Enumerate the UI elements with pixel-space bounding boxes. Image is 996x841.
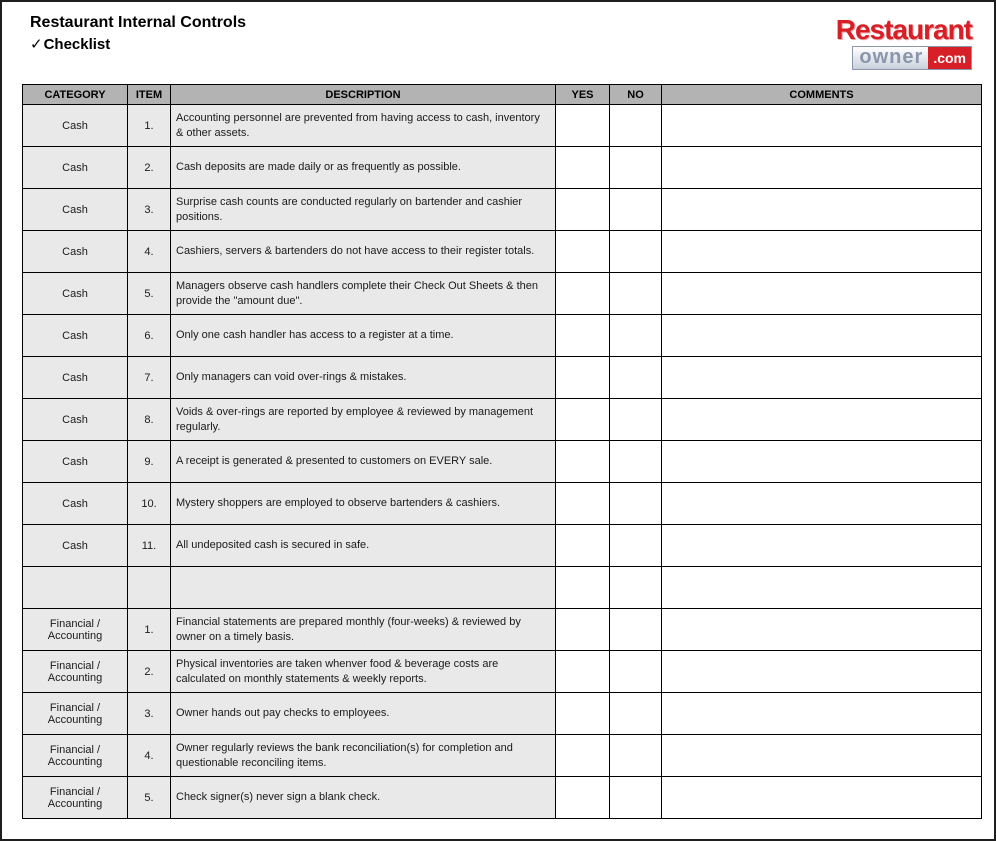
description-cell bbox=[171, 567, 556, 609]
description-cell: Voids & over-rings are reported by employee & reviewed by management regularly. bbox=[171, 399, 556, 441]
comments-cell bbox=[662, 567, 982, 609]
category-cell: Financial / Accounting bbox=[23, 693, 128, 735]
comments-cell bbox=[662, 147, 982, 189]
item-cell: 7. bbox=[128, 357, 171, 399]
comments-cell bbox=[662, 441, 982, 483]
category-cell: Financial / Accounting bbox=[23, 609, 128, 651]
checklist-table bbox=[22, 84, 982, 819]
table-row bbox=[23, 231, 982, 273]
yes-cell bbox=[556, 315, 610, 357]
description-cell: Mystery shoppers are employed to observe bartenders & cashiers. bbox=[171, 483, 556, 525]
category-cell: Cash bbox=[23, 147, 128, 189]
category-cell: Cash bbox=[23, 483, 128, 525]
yes-cell bbox=[556, 567, 610, 609]
no-cell bbox=[610, 357, 662, 399]
no-cell bbox=[610, 735, 662, 777]
header-comments: COMMENTS bbox=[662, 85, 982, 105]
yes-cell bbox=[556, 357, 610, 399]
comments-cell bbox=[662, 693, 982, 735]
comments-cell bbox=[662, 189, 982, 231]
comments-cell bbox=[662, 483, 982, 525]
yes-cell bbox=[556, 441, 610, 483]
item-cell: 6. bbox=[128, 315, 171, 357]
header-row bbox=[23, 85, 982, 105]
comments-cell bbox=[662, 609, 982, 651]
description-cell: Owner hands out pay checks to employees. bbox=[171, 693, 556, 735]
table-row bbox=[23, 777, 982, 819]
category-cell: Cash bbox=[23, 105, 128, 147]
logo-owner-text: owner bbox=[853, 47, 928, 69]
description-cell: Surprise cash counts are conducted regularly on bartender and cashier positions. bbox=[171, 189, 556, 231]
no-cell bbox=[610, 231, 662, 273]
yes-cell bbox=[556, 525, 610, 567]
table-row bbox=[23, 315, 982, 357]
comments-cell bbox=[662, 735, 982, 777]
no-cell bbox=[610, 147, 662, 189]
no-cell bbox=[610, 609, 662, 651]
item-cell: 2. bbox=[128, 147, 171, 189]
yes-cell bbox=[556, 609, 610, 651]
table-row bbox=[23, 735, 982, 777]
yes-cell bbox=[556, 273, 610, 315]
item-cell: 1. bbox=[128, 609, 171, 651]
item-cell: 11. bbox=[128, 525, 171, 567]
no-cell bbox=[610, 105, 662, 147]
header-no: NO bbox=[610, 85, 662, 105]
description-cell: Managers observe cash handlers complete their Check Out Sheets & then provide the "amount due". bbox=[171, 273, 556, 315]
table-row bbox=[23, 609, 982, 651]
header-yes: YES bbox=[556, 85, 610, 105]
no-cell bbox=[610, 315, 662, 357]
description-cell: All undeposited cash is secured in safe. bbox=[171, 525, 556, 567]
description-cell: Only one cash handler has access to a register at a time. bbox=[171, 315, 556, 357]
comments-cell bbox=[662, 399, 982, 441]
no-cell bbox=[610, 651, 662, 693]
header-description: DESCRIPTION bbox=[171, 85, 556, 105]
no-cell bbox=[610, 399, 662, 441]
yes-cell bbox=[556, 189, 610, 231]
comments-cell bbox=[662, 315, 982, 357]
comments-cell bbox=[662, 105, 982, 147]
category-cell: Cash bbox=[23, 315, 128, 357]
description-cell: Physical inventories are taken whenver food & beverage costs are calculated on monthly statements & weekly reports. bbox=[171, 651, 556, 693]
table-row bbox=[23, 189, 982, 231]
table-row bbox=[23, 273, 982, 315]
table-row bbox=[23, 105, 982, 147]
category-cell: Financial / Accounting bbox=[23, 735, 128, 777]
yes-cell bbox=[556, 735, 610, 777]
category-cell: Cash bbox=[23, 441, 128, 483]
table-row bbox=[23, 147, 982, 189]
comments-cell bbox=[662, 525, 982, 567]
no-cell bbox=[610, 441, 662, 483]
table-row bbox=[23, 567, 982, 609]
item-cell: 5. bbox=[128, 777, 171, 819]
page-subtitle bbox=[30, 35, 246, 53]
table-row bbox=[23, 693, 982, 735]
logo-com-text: .com bbox=[928, 47, 971, 69]
page-subtitle-text: Checklist bbox=[43, 36, 111, 53]
table-row bbox=[23, 525, 982, 567]
category-cell: Cash bbox=[23, 273, 128, 315]
yes-cell bbox=[556, 483, 610, 525]
comments-cell bbox=[662, 357, 982, 399]
comments-cell bbox=[662, 651, 982, 693]
no-cell bbox=[610, 777, 662, 819]
description-cell: Cash deposits are made daily or as frequently as possible. bbox=[171, 147, 556, 189]
table-row bbox=[23, 483, 982, 525]
comments-cell bbox=[662, 777, 982, 819]
restaurant-owner-logo bbox=[836, 16, 972, 70]
description-cell: Check signer(s) never sign a blank check. bbox=[171, 777, 556, 819]
category-cell: Cash bbox=[23, 231, 128, 273]
table-row bbox=[23, 651, 982, 693]
page-title: Restaurant Internal Controls bbox=[30, 14, 247, 31]
item-cell: 5. bbox=[128, 273, 171, 315]
item-cell: 1. bbox=[128, 105, 171, 147]
category-cell: Cash bbox=[23, 525, 128, 567]
category-cell: Cash bbox=[23, 399, 128, 441]
comments-cell bbox=[662, 273, 982, 315]
no-cell bbox=[610, 483, 662, 525]
description-cell: Owner regularly reviews the bank reconciliation(s) for completion and questionable reconciling items. bbox=[171, 735, 556, 777]
header-item: ITEM bbox=[128, 85, 171, 105]
yes-cell bbox=[556, 105, 610, 147]
description-cell: Only managers can void over-rings & mistakes. bbox=[171, 357, 556, 399]
item-cell: 4. bbox=[128, 231, 171, 273]
no-cell bbox=[610, 567, 662, 609]
description-cell: Cashiers, servers & bartenders do not have access to their register totals. bbox=[171, 231, 556, 273]
category-cell bbox=[23, 567, 128, 609]
item-cell: 4. bbox=[128, 735, 171, 777]
category-cell: Financial / Accounting bbox=[23, 651, 128, 693]
table-row bbox=[23, 357, 982, 399]
header-category: CATEGORY bbox=[23, 85, 128, 105]
title-block bbox=[30, 14, 246, 53]
no-cell bbox=[610, 693, 662, 735]
logo-owner-com bbox=[852, 46, 972, 70]
table-row bbox=[23, 441, 982, 483]
no-cell bbox=[610, 189, 662, 231]
description-cell: Accounting personnel are prevented from having access to cash, inventory & other assets. bbox=[171, 105, 556, 147]
comments-cell bbox=[662, 231, 982, 273]
category-cell: Cash bbox=[23, 357, 128, 399]
item-cell: 10. bbox=[128, 483, 171, 525]
description-cell: Financial statements are prepared monthly (four-weeks) & reviewed by owner on a timely basis. bbox=[171, 609, 556, 651]
description-cell: A receipt is generated & presented to customers on EVERY sale. bbox=[171, 441, 556, 483]
checklist-body bbox=[23, 105, 982, 819]
item-cell: 2. bbox=[128, 651, 171, 693]
item-cell: 3. bbox=[128, 693, 171, 735]
yes-cell bbox=[556, 651, 610, 693]
yes-cell bbox=[556, 231, 610, 273]
item-cell: 9. bbox=[128, 441, 171, 483]
category-cell: Financial / Accounting bbox=[23, 777, 128, 819]
category-cell: Cash bbox=[23, 189, 128, 231]
document-header bbox=[2, 2, 994, 70]
logo-restaurant-text: Restaurant bbox=[835, 14, 972, 45]
no-cell bbox=[610, 525, 662, 567]
item-cell: 8. bbox=[128, 399, 171, 441]
no-cell bbox=[610, 273, 662, 315]
item-cell bbox=[128, 567, 171, 609]
checkmark-icon: ✓ bbox=[30, 36, 43, 53]
item-cell: 3. bbox=[128, 189, 171, 231]
yes-cell bbox=[556, 147, 610, 189]
yes-cell bbox=[556, 399, 610, 441]
table-row bbox=[23, 399, 982, 441]
yes-cell bbox=[556, 693, 610, 735]
yes-cell bbox=[556, 777, 610, 819]
